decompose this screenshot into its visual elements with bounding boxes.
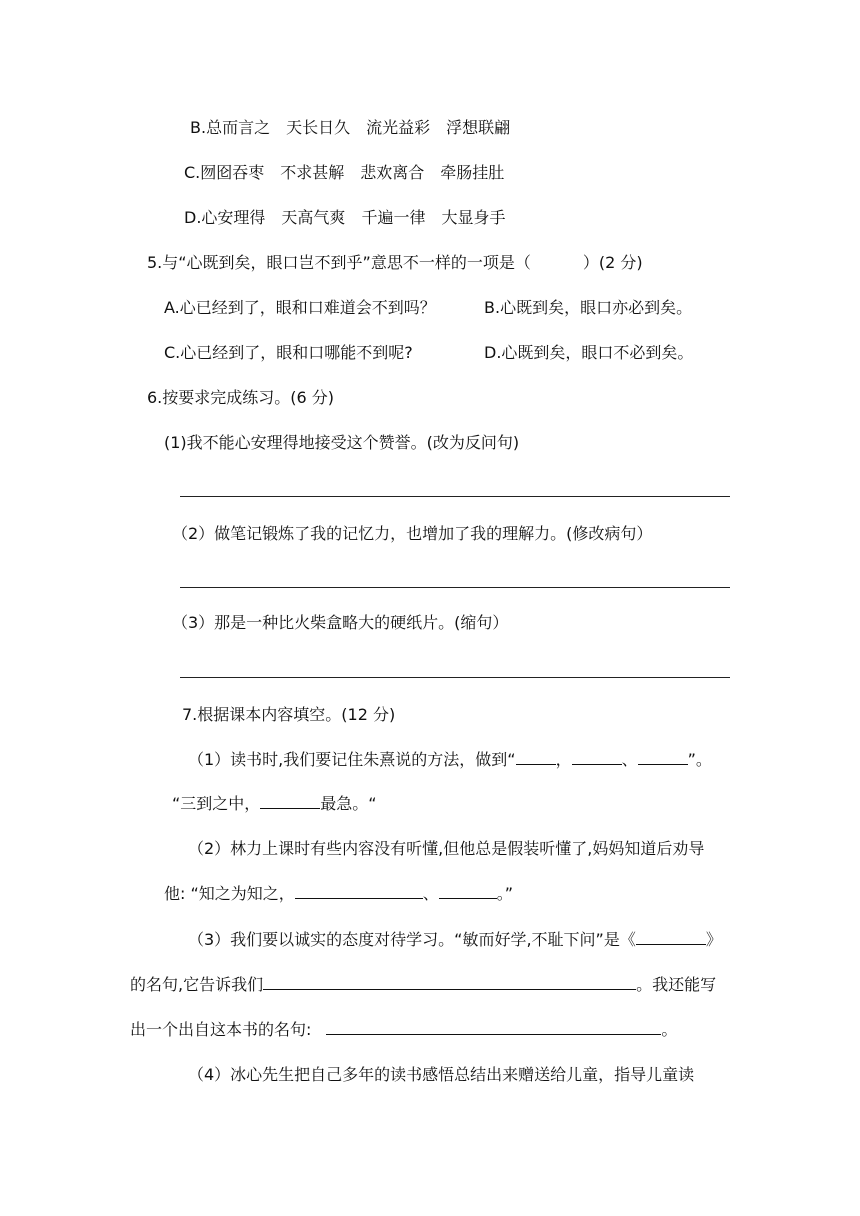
q7-stem: 7.根据课本内容填空。(12 分) — [182, 705, 396, 724]
q7-item-1-blank-1[interactable] — [516, 749, 556, 765]
q7-item-2-line-2 — [164, 883, 513, 905]
q7-item-3-quote-blank[interactable] — [326, 1019, 661, 1035]
q7-item-3-line-1 — [188, 929, 722, 951]
q7-item-1-line-2 — [172, 793, 377, 815]
q4-c-word-1: C.囫囵吞枣 — [184, 163, 265, 182]
q5-option-a: A.心已经到了，眼和口难道会不到吗？ — [164, 298, 436, 317]
q7-item-3-meaning-blank[interactable] — [263, 974, 636, 990]
q7-item-3-line-2 — [130, 974, 716, 996]
q7-item-1-blank-2[interactable] — [572, 749, 622, 765]
q6-item-1-answer-line[interactable] — [180, 496, 730, 497]
q4-b-word-4: 浮想联翩 — [446, 118, 511, 137]
q7-item-3-line-3-end: 。 — [661, 1020, 678, 1039]
q6-item-2-answer-line[interactable] — [180, 587, 730, 588]
q4-c-word-4: 牵肠挂肚 — [440, 163, 505, 182]
q7-item-3-line-1-start: （3）我们要以诚实的态度对待学习。“敏而好学,不耻下问”是《 — [188, 930, 636, 949]
q7-item-2-blank-2[interactable] — [439, 883, 497, 899]
q4-option-d — [184, 207, 505, 229]
q6-item-1: (1)我不能心安理得地接受这个赞誉。(改为反问句) — [164, 433, 520, 452]
q7-item-1-text: （1）读书时,我们要记住朱熹说的方法，做到“ — [188, 750, 516, 769]
q4-b-word-3: 流光益彩 — [366, 118, 431, 137]
q7-item-1-end: ”。 — [687, 750, 712, 769]
q4-option-c — [184, 162, 504, 184]
q5-stem — [147, 252, 643, 274]
q7-item-3-line-3-start: 出一个出自这本书的名句: — [130, 1020, 312, 1039]
q7-item-2-sep: 、 — [422, 884, 439, 903]
q5-option-b: B.心既到矣，眼口亦必到矣。 — [484, 298, 693, 317]
q4-d-word-1: D.心安理得 — [184, 208, 266, 227]
q6-item-2: （2）做笔记锻炼了我的记忆力，也增加了我的理解力。(修改病句） — [172, 524, 653, 543]
q4-c-word-2: 不求甚解 — [280, 163, 345, 182]
q5-stem-text: 5.与“心既到矣，眼口岂不到乎”意思不一样的一项是（ — [147, 253, 531, 272]
q7-item-3-line-2-start: 的名句,它告诉我们 — [130, 975, 264, 994]
q7-item-1-sep-1: ， — [555, 750, 572, 769]
q7-item-2-line-1: （2）林力上课时有些内容没有听懂,但他总是假装听懂了,妈妈知道后劝导 — [188, 839, 705, 858]
q4-c-word-3: 悲欢离合 — [360, 163, 425, 182]
q7-item-2-line-2-start: 他: “知之为知之， — [164, 884, 295, 903]
q4-option-b — [190, 117, 510, 139]
q7-item-2-line-2-end: 。” — [496, 884, 514, 903]
q7-item-3-line-1-end: 》 — [705, 930, 722, 949]
q7-item-1-sep-2: 、 — [621, 750, 638, 769]
q4-b-word-2: 天长日久 — [286, 118, 351, 137]
q5-option-c: C.心已经到了，眼和口哪能不到呢? — [164, 343, 413, 362]
q6-item-3: （3）那是一种比火柴盒略大的硬纸片。(缩句） — [172, 613, 509, 632]
q4-d-word-4: 大显身手 — [441, 208, 506, 227]
q4-d-word-2: 天高气爽 — [281, 208, 346, 227]
q7-item-3-book-blank[interactable] — [636, 929, 706, 945]
q6-stem: 6.按要求完成练习。(6 分) — [147, 388, 335, 407]
q7-item-1-blank-4[interactable] — [260, 793, 320, 809]
q5-stem-end: ）(2 分) — [582, 253, 643, 272]
q7-item-4-line-1: （4）冰心先生把自己多年的读书感悟总结出来赠送给儿童，指导儿童读 — [188, 1065, 695, 1084]
q7-item-3-line-2-end: 。我还能写 — [636, 975, 717, 994]
q7-item-3-line-3 — [130, 1019, 677, 1041]
q7-item-1-line-1 — [188, 749, 712, 771]
q7-item-1-blank-3[interactable] — [638, 749, 688, 765]
q4-b-word-1: B.总而言之 — [190, 118, 271, 137]
q7-item-2-blank-1[interactable] — [295, 883, 423, 899]
q7-item-1-line-2-start: “三到之中， — [172, 794, 261, 813]
q6-item-3-answer-line[interactable] — [180, 677, 730, 678]
q4-d-word-3: 千遍一律 — [361, 208, 426, 227]
q7-item-1-line-2-end: 最急。“ — [320, 794, 377, 813]
q5-option-d: D.心既到矣，眼口不必到矣。 — [484, 343, 694, 362]
